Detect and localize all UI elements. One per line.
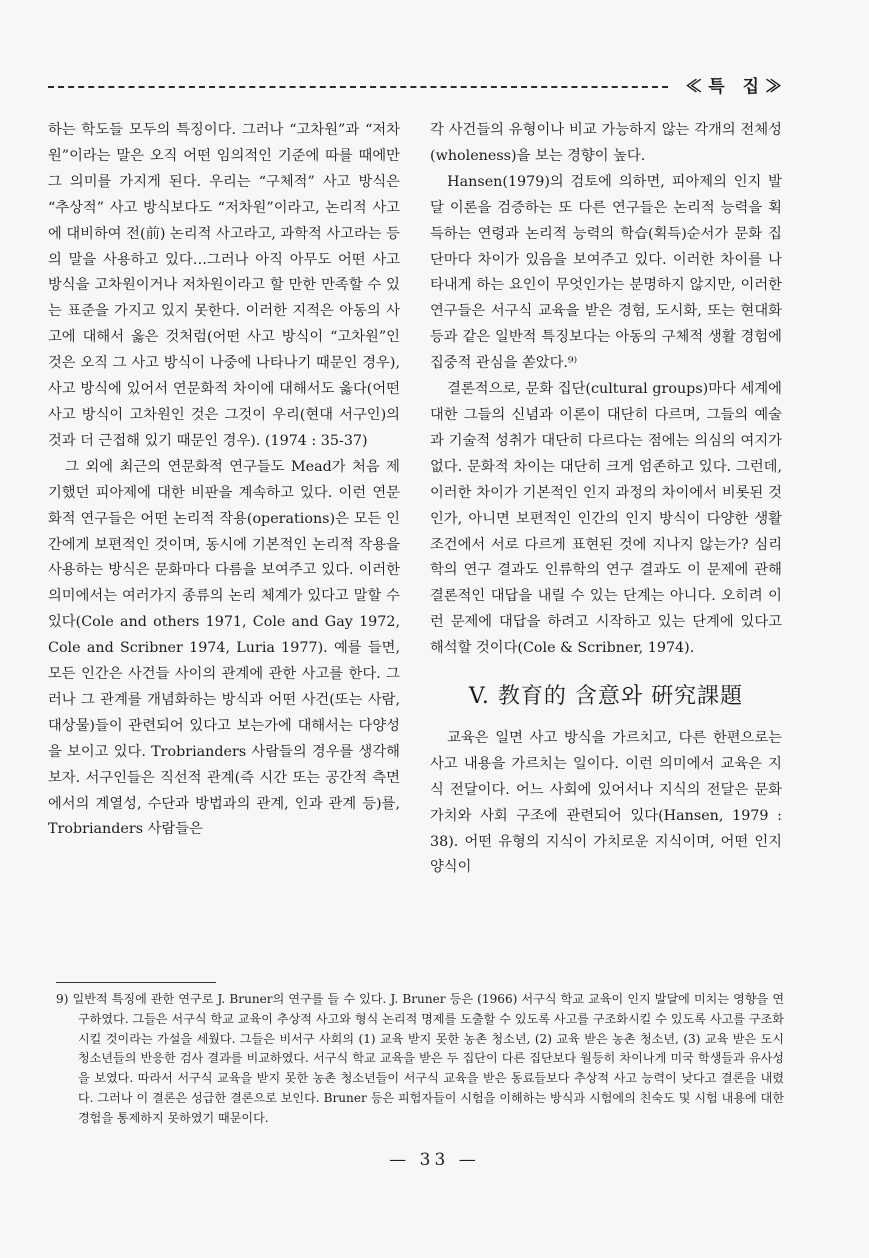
left-column xyxy=(48,118,400,843)
paragraph-education: 교육은 일면 사고 방식을 가르치고, 다른 한편으로는 사고 내용을 가르치는 일이다. 이런 의미에서 교육은 지식 전달이다. 어느 사회에 있어서나 지식의 전달은 문화 가치와 사회 구조에 관련되어 있다(Hansen, 1979 : 38). 어떤 유형의 지식이 가치로운 지식이며, 어떤 인지 양식이 xyxy=(430,729,782,876)
footnote-9: 9) 일반적 특징에 관한 연구로 J. Bruner의 연구를 들 수 있다. J. Bruner 등은 (1966) 서구식 학교 교육이 인지 발달에 미치는 영향을 연구하였다. 그들은 서구식 학교 교육이 추상적 사고와 형식 논리적 명제를 도출할 수 있도록 사고를 구조화시킬 수 있도록 사고를 구조화시킬 것이라는 가설을 세웠다. 그들은 비서구 사회의 (1) 교육 받지 못한 농촌 청소년, (2) 교육 받은 농촌 청소년, (3) 교육 받은 도시 청소년들의 반응한 검사 결과를 비교하였다. 서구식 학교 교육을 받은 두 집단이 다른 집단보다 월등히 차이나게 미국 학생들과 유사성을 보였다. 따라서 서구식 교육을 받지 못한 농촌 청소년들이 서구식 교육을 받은 동료들보다 추상적 사고 능력이 낮다고 결론을 내렸다. 그러나 이 결론은 성급한 결론으로 보인다. Bruner 등은 피험자들이 시험을 이해하는 방식과 시험에의 친숙도 및 시험 내용에 대한 경험을 통제하지 못하였기 때문이다. xyxy=(56,992,784,1125)
footnote xyxy=(56,990,784,1129)
right-column xyxy=(430,118,782,881)
header-dashed-rule xyxy=(48,86,668,88)
section-label: ≪특 집≫ xyxy=(685,77,788,97)
footnote-separator xyxy=(56,982,216,983)
section-heading: V. 教育的 含意와 硏究課題 xyxy=(468,684,744,710)
paragraph-conclusion: 결론적으로, 문화 집단(cultural groups)마다 세계에 대한 그들의 신념과 이론이 대단히 다르며, 그들의 예술과 기술적 성취가 대단히 다르다는 점에는 의심의 여지가 없다. 문화적 차이는 대단히 크게 엄존하고 있다. 그런데, 이러한 차이가 기본적인 인지 과정의 차이에서 비롯된 것인가, 아니면 보편적인 인간의 인지 방식이 다양한 생활 조건에서 서로 다르게 표현된 것에 지나지 않는가? 심리학의 연구 결과도 인류학의 연구 결과도 이 문제에 관해 결론적인 대답을 내릴 수 있는 단계는 아니다. 오히려 이런 문제에 대답을 하려고 시작하고 있는 단계에 있다고 해석할 것이다(Cole & Scribner, 1974). xyxy=(430,381,782,657)
paragraph-quote-continuation: 하는 학도들 모두의 특징이다. 그러나 “고차원”과 “저차원”이라는 말은 오직 어떤 임의적인 기준에 따를 때에만 그 의미를 가지게 된다. 우리는 “구체적” 사고 방식은 “추상적” 사고 방식보다도 “저차원”이라고, 논리적 사고에 대비하여 전(前) 논리적 사고라고, 과학적 사고라는 등의 말을 사용하고 있다…그러나 아직 아무도 어떤 사고 방식을 고차원이거나 저차원이라고 할 만한 만족할 수 있는 표준을 가지고 있지 못한다. 이러한 지적은 아동의 사고에 대해서 옳은 것처럼(어떤 사고 방식이 “고차원”인 것은 오직 그 사고 방식이 나중에 나타나기 때문인 경우), 사고 방식에 있어서 연문화적 차이에 대해서도 옳다(어떤 사고 방식이 고차원인 것은 그것이 우리(현대 서구인)의 것과 더 근접해 있기 때문인 경우). (1974 : 35-37) xyxy=(48,122,400,449)
paragraph-wholeness: 각 사건들의 유형이나 비교 가능하지 않는 각개의 전체성(wholeness)을 보는 경향이 높다. xyxy=(430,122,782,164)
page-number: — 33 — xyxy=(389,1150,480,1170)
paragraph-crosscultural-studies: 그 외에 최근의 연문화적 연구들도 Mead가 처음 제기했던 피아제에 대한 비판을 계속하고 있다. 이런 연문화적 연구들은 어떤 논리적 작용(operations)은 모든 인간에게 보편적인 것이며, 동시에 기본적인 논리적 작용을 사용하는 방식은 문화마다 다름을 보여주고 있다. 이러한 의미에서는 여러가지 종류의 논리 체계가 있다고 말할 수 있다(Cole and others 1971, Cole and Gay 1972, Cole and Scribner 1974, Luria 1977). 예를 들면, 모든 인간은 사건들 사이의 관계에 관한 사고를 한다. 그러나 그 관계를 개념화하는 방식과 어떤 사건(또는 사람, 대상물)들이 관련되어 있다고 보는가에 대해서는 다양성을 보이고 있다. Trobrianders 사람들의 경우를 생각해 보자. 서구인들은 직선적 관계(즉 시간 또는 공간적 측면에서의 계열성, 수단과 방법과의 관계, 인과 관계 등)를, Trobrianders 사람들은 xyxy=(48,458,400,838)
page-header xyxy=(48,72,788,102)
paragraph-hansen-review: Hansen(1979)의 검토에 의하면, 피아제의 인지 발달 이론을 검증하는 또 다른 연구들은 논리적 능력을 획득하는 연령과 논리적 능력의 학습(획득)순서가 문화 집단마다 차이가 있음을 보여주고 있다. 이러한 차이를 나타내게 하는 요인이 무엇인가는 분명하지 않지만, 이러한 연구들은 서구식 교육을 받은 경험, 도시화, 또는 현대화 등과 같은 일반적 특징보다는 아동의 구체적 생활 경험에 집중적 관심을 쏟았다.⁹⁾ xyxy=(430,173,782,372)
